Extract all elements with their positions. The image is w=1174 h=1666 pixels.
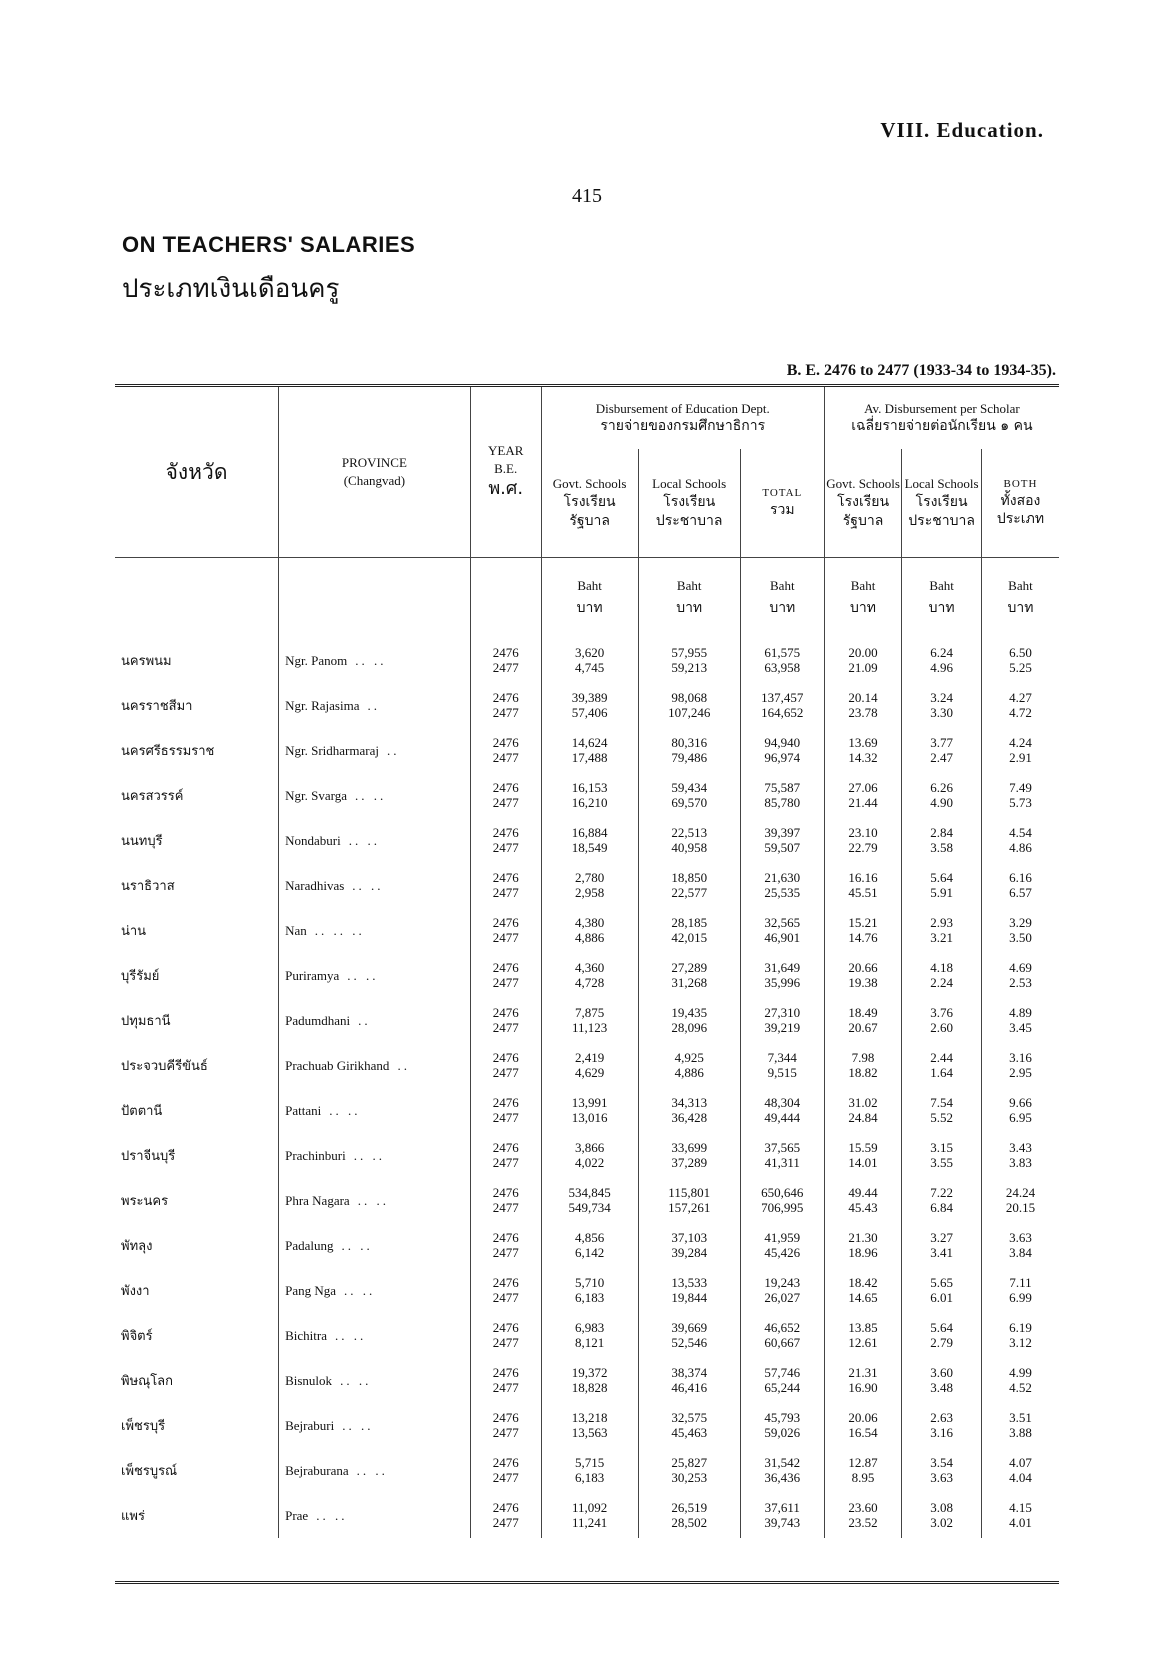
- avg-local-cell: 5.64 2.79: [902, 1313, 982, 1358]
- header-average-per-scholar: Av. Disbursement per Scholar เฉลี่ยรายจ่ายต่อนักเรียน ๑ คน: [824, 387, 1059, 449]
- total-cell: 7,344 9,515: [740, 1043, 824, 1088]
- page-number: 415: [572, 185, 602, 207]
- avg-local-cell: 5.65 6.01: [902, 1268, 982, 1313]
- province-english: Padumdhani ..: [279, 998, 471, 1043]
- year-cell: 2476 2477: [470, 1268, 541, 1313]
- local-schools-cell: 32,575 45,463: [638, 1403, 740, 1448]
- avg-both-cell: 4.99 4.52: [981, 1358, 1059, 1403]
- province-thai: นครสวรรค์: [121, 789, 184, 804]
- province-english: Naradhivas .. ..: [279, 863, 471, 908]
- avg-local-cell: 2.84 3.58: [902, 818, 982, 863]
- govt-schools-cell: 4,360 4,728: [541, 953, 638, 998]
- govt-schools-cell: 7,875 11,123: [541, 998, 638, 1043]
- table-row: [115, 1223, 1059, 1268]
- local-schools-cell: 80,316 79,486: [638, 728, 740, 773]
- table-title-thai: ประเภทเงินเดือนครู: [122, 274, 340, 304]
- province-english: Prachuab Girikhand ..: [279, 1043, 471, 1088]
- govt-schools-cell: 16,884 18,549: [541, 818, 638, 863]
- header-disbursement: Disbursement of Education Dept. รายจ่ายของกรมศึกษาธิการ: [541, 387, 824, 449]
- total-cell: 32,565 46,901: [740, 908, 824, 953]
- unit-baht: Baht บาท: [902, 558, 982, 639]
- province-english: Nondaburi .. ..: [279, 818, 471, 863]
- total-cell: 31,649 35,996: [740, 953, 824, 998]
- province-thai: เพ็ชรบุรี: [121, 1419, 166, 1434]
- govt-schools-cell: 2,780 2,958: [541, 863, 638, 908]
- salaries-table-frame: [115, 384, 1059, 1584]
- avg-local-cell: 7.22 6.84: [902, 1178, 982, 1223]
- govt-schools-cell: 19,372 18,828: [541, 1358, 638, 1403]
- local-schools-cell: 38,374 46,416: [638, 1358, 740, 1403]
- avg-both-cell: 4.24 2.91: [981, 728, 1059, 773]
- year-cell: 2476 2477: [470, 1133, 541, 1178]
- avg-local-cell: 6.26 4.90: [902, 773, 982, 818]
- province-thai: ประจวบคีรีขันธ์: [121, 1059, 208, 1074]
- header-changvad-thai: จังหวัด: [115, 387, 279, 558]
- province-thai: พังงา: [121, 1284, 150, 1299]
- avg-both-cell: 4.54 4.86: [981, 818, 1059, 863]
- local-schools-cell: 37,103 39,284: [638, 1223, 740, 1268]
- govt-schools-cell: 4,856 6,142: [541, 1223, 638, 1268]
- avg-govt-cell: 23.60 23.52: [824, 1493, 901, 1538]
- table-row: [115, 908, 1059, 953]
- local-schools-cell: 34,313 36,428: [638, 1088, 740, 1133]
- local-schools-cell: 4,925 4,886: [638, 1043, 740, 1088]
- section-heading: VIII. Education.: [880, 118, 1044, 142]
- total-cell: 41,959 45,426: [740, 1223, 824, 1268]
- avg-both-cell: 9.66 6.95: [981, 1088, 1059, 1133]
- avg-local-cell: 3.54 3.63: [902, 1448, 982, 1493]
- table-row: [115, 728, 1059, 773]
- province-thai: นครพนม: [121, 654, 172, 669]
- total-cell: 31,542 36,436: [740, 1448, 824, 1493]
- avg-local-cell: 4.18 2.24: [902, 953, 982, 998]
- unit-baht: Baht บาท: [981, 558, 1059, 639]
- province-rows: [115, 638, 1059, 1538]
- avg-govt-cell: 7.98 18.82: [824, 1043, 901, 1088]
- table-row: [115, 773, 1059, 818]
- salaries-table: [115, 387, 1059, 1538]
- avg-local-cell: 3.76 2.60: [902, 998, 982, 1043]
- govt-schools-cell: 13,991 13,016: [541, 1088, 638, 1133]
- govt-schools-cell: 534,845 549,734: [541, 1178, 638, 1223]
- local-schools-cell: 25,827 30,253: [638, 1448, 740, 1493]
- avg-both-cell: 4.69 2.53: [981, 953, 1059, 998]
- table-title-english: ON TEACHERS' SALARIES: [122, 232, 416, 257]
- avg-govt-cell: 18.42 14.65: [824, 1268, 901, 1313]
- province-english: Bisnulok .. ..: [279, 1358, 471, 1403]
- avg-govt-cell: 20.66 19.38: [824, 953, 901, 998]
- period-caption: B. E. 2476 to 2477 (1933-34 to 1934-35).: [786, 362, 1056, 379]
- avg-both-cell: 6.50 5.25: [981, 638, 1059, 683]
- table-row: [115, 683, 1059, 728]
- province-english: Nan .. .. ..: [279, 908, 471, 953]
- province-thai: น่าน: [121, 924, 147, 939]
- govt-schools-cell: 4,380 4,886: [541, 908, 638, 953]
- govt-schools-cell: 5,715 6,183: [541, 1448, 638, 1493]
- avg-both-cell: 3.16 2.95: [981, 1043, 1059, 1088]
- avg-govt-cell: 18.49 20.67: [824, 998, 901, 1043]
- total-cell: 61,575 63,958: [740, 638, 824, 683]
- avg-govt-cell: 23.10 22.79: [824, 818, 901, 863]
- govt-schools-cell: 3,866 4,022: [541, 1133, 638, 1178]
- avg-local-cell: 7.54 5.52: [902, 1088, 982, 1133]
- avg-local-cell: 3.15 3.55: [902, 1133, 982, 1178]
- avg-both-cell: 4.27 4.72: [981, 683, 1059, 728]
- year-cell: 2476 2477: [470, 998, 541, 1043]
- avg-govt-cell: 20.00 21.09: [824, 638, 901, 683]
- header-province: PROVINCE (Changvad): [279, 387, 471, 558]
- total-cell: 27,310 39,219: [740, 998, 824, 1043]
- year-cell: 2476 2477: [470, 1043, 541, 1088]
- province-english: Prae .. ..: [279, 1493, 471, 1538]
- avg-govt-cell: 21.31 16.90: [824, 1358, 901, 1403]
- local-schools-cell: 18,850 22,577: [638, 863, 740, 908]
- govt-schools-cell: 2,419 4,629: [541, 1043, 638, 1088]
- avg-govt-cell: 12.87 8.95: [824, 1448, 901, 1493]
- province-english: Bichitra .. ..: [279, 1313, 471, 1358]
- avg-both-cell: 6.19 3.12: [981, 1313, 1059, 1358]
- year-cell: 2476 2477: [470, 638, 541, 683]
- local-schools-cell: 19,435 28,096: [638, 998, 740, 1043]
- local-schools-cell: 22,513 40,958: [638, 818, 740, 863]
- table-row: [115, 1358, 1059, 1403]
- total-cell: 45,793 59,026: [740, 1403, 824, 1448]
- province-thai: แพร่: [121, 1509, 145, 1524]
- avg-govt-cell: 49.44 45.43: [824, 1178, 901, 1223]
- province-thai: นนทบุรี: [121, 834, 163, 849]
- header-total: TOTAL รวม: [740, 449, 824, 558]
- year-cell: 2476 2477: [470, 1223, 541, 1268]
- header-year: YEAR B.E. พ.ศ.: [470, 387, 541, 558]
- local-schools-cell: 57,955 59,213: [638, 638, 740, 683]
- avg-local-cell: 2.44 1.64: [902, 1043, 982, 1088]
- avg-govt-cell: 13.85 12.61: [824, 1313, 901, 1358]
- year-cell: 2476 2477: [470, 908, 541, 953]
- avg-govt-cell: 27.06 21.44: [824, 773, 901, 818]
- avg-local-cell: 6.24 4.96: [902, 638, 982, 683]
- avg-both-cell: 3.29 3.50: [981, 908, 1059, 953]
- govt-schools-cell: 6,983 8,121: [541, 1313, 638, 1358]
- province-thai: พัทลุง: [121, 1239, 153, 1254]
- year-cell: 2476 2477: [470, 728, 541, 773]
- province-thai: บุรีรัมย์: [121, 969, 160, 984]
- local-schools-cell: 115,801 157,261: [638, 1178, 740, 1223]
- province-thai: ปราจีนบุรี: [121, 1149, 176, 1164]
- govt-schools-cell: 13,218 13,563: [541, 1403, 638, 1448]
- province-thai: ปัตตานี: [121, 1104, 163, 1119]
- total-cell: 39,397 59,507: [740, 818, 824, 863]
- year-cell: 2476 2477: [470, 1178, 541, 1223]
- province-english: Phra Nagara .. ..: [279, 1178, 471, 1223]
- province-thai: พระนคร: [121, 1194, 169, 1209]
- avg-govt-cell: 20.06 16.54: [824, 1403, 901, 1448]
- year-cell: 2476 2477: [470, 773, 541, 818]
- local-schools-cell: 59,434 69,570: [638, 773, 740, 818]
- avg-both-cell: 7.11 6.99: [981, 1268, 1059, 1313]
- avg-local-cell: 3.77 2.47: [902, 728, 982, 773]
- local-schools-cell: 28,185 42,015: [638, 908, 740, 953]
- total-cell: 21,630 25,535: [740, 863, 824, 908]
- avg-both-cell: 3.51 3.88: [981, 1403, 1059, 1448]
- avg-both-cell: 4.15 4.01: [981, 1493, 1059, 1538]
- table-row: [115, 1133, 1059, 1178]
- avg-both-cell: 3.63 3.84: [981, 1223, 1059, 1268]
- header-avg-local-schools: Local Schools โรงเรียน ประชาบาล: [902, 449, 982, 558]
- province-english: Ngr. Svarga .. ..: [279, 773, 471, 818]
- table-row: [115, 863, 1059, 908]
- avg-both-cell: 4.07 4.04: [981, 1448, 1059, 1493]
- province-english: Padalung .. ..: [279, 1223, 471, 1268]
- avg-local-cell: 2.93 3.21: [902, 908, 982, 953]
- year-cell: 2476 2477: [470, 1088, 541, 1133]
- unit-baht: Baht บาท: [740, 558, 824, 639]
- avg-local-cell: 3.08 3.02: [902, 1493, 982, 1538]
- avg-local-cell: 5.64 5.91: [902, 863, 982, 908]
- table-row: [115, 998, 1059, 1043]
- total-cell: 37,565 41,311: [740, 1133, 824, 1178]
- unit-baht: Baht บาท: [824, 558, 901, 639]
- total-cell: 75,587 85,780: [740, 773, 824, 818]
- avg-local-cell: 3.24 3.30: [902, 683, 982, 728]
- province-english: Ngr. Sridharmaraj ..: [279, 728, 471, 773]
- province-english: Bejraburi .. ..: [279, 1403, 471, 1448]
- local-schools-cell: 26,519 28,502: [638, 1493, 740, 1538]
- province-thai: เพ็ชรบูรณ์: [121, 1464, 178, 1479]
- province-thai: นราธิวาส: [121, 879, 175, 894]
- total-cell: 46,652 60,667: [740, 1313, 824, 1358]
- avg-both-cell: 6.16 6.57: [981, 863, 1059, 908]
- local-schools-cell: 39,669 52,546: [638, 1313, 740, 1358]
- header-avg-both: BOTH ทั้งสอง ประเภท: [981, 449, 1059, 558]
- province-english: Pang Nga .. ..: [279, 1268, 471, 1313]
- avg-govt-cell: 20.14 23.78: [824, 683, 901, 728]
- table-row: [115, 638, 1059, 683]
- table-row: [115, 1313, 1059, 1358]
- province-english: Pattani .. ..: [279, 1088, 471, 1133]
- local-schools-cell: 98,068 107,246: [638, 683, 740, 728]
- total-cell: 94,940 96,974: [740, 728, 824, 773]
- govt-schools-cell: 39,389 57,406: [541, 683, 638, 728]
- avg-govt-cell: 13.69 14.32: [824, 728, 901, 773]
- province-english: Prachinburi .. ..: [279, 1133, 471, 1178]
- table-row: [115, 953, 1059, 998]
- govt-schools-cell: 14,624 17,488: [541, 728, 638, 773]
- table-row: [115, 1178, 1059, 1223]
- province-english: Puriramya .. ..: [279, 953, 471, 998]
- avg-both-cell: 24.24 20.15: [981, 1178, 1059, 1223]
- avg-both-cell: 4.89 3.45: [981, 998, 1059, 1043]
- units-row: [115, 558, 1059, 639]
- table-row: [115, 1043, 1059, 1088]
- avg-govt-cell: 15.21 14.76: [824, 908, 901, 953]
- table-row: [115, 1403, 1059, 1448]
- local-schools-cell: 33,699 37,289: [638, 1133, 740, 1178]
- year-cell: 2476 2477: [470, 818, 541, 863]
- year-cell: 2476 2477: [470, 953, 541, 998]
- province-thai: พิษณุโลก: [121, 1374, 174, 1389]
- year-cell: 2476 2477: [470, 1493, 541, 1538]
- govt-schools-cell: 5,710 6,183: [541, 1268, 638, 1313]
- province-english: Ngr. Panom .. ..: [279, 638, 471, 683]
- local-schools-cell: 13,533 19,844: [638, 1268, 740, 1313]
- total-cell: 48,304 49,444: [740, 1088, 824, 1133]
- govt-schools-cell: 11,092 11,241: [541, 1493, 638, 1538]
- govt-schools-cell: 16,153 16,210: [541, 773, 638, 818]
- avg-local-cell: 3.27 3.41: [902, 1223, 982, 1268]
- avg-local-cell: 3.60 3.48: [902, 1358, 982, 1403]
- total-cell: 37,611 39,743: [740, 1493, 824, 1538]
- total-cell: 137,457 164,652: [740, 683, 824, 728]
- unit-baht: Baht บาท: [638, 558, 740, 639]
- table-row: [115, 1493, 1059, 1538]
- province-thai: นครศรีธรรมราช: [121, 744, 215, 759]
- table-row: [115, 818, 1059, 863]
- header-local-schools: Local Schools โรงเรียน ประชาบาล: [638, 449, 740, 558]
- avg-local-cell: 2.63 3.16: [902, 1403, 982, 1448]
- avg-both-cell: 7.49 5.73: [981, 773, 1059, 818]
- header-avg-govt-schools: Govt. Schools โรงเรียน รัฐบาล: [824, 449, 901, 558]
- table-row: [115, 1088, 1059, 1133]
- province-thai: นครราชสีมา: [121, 699, 193, 714]
- year-cell: 2476 2477: [470, 1403, 541, 1448]
- avg-both-cell: 3.43 3.83: [981, 1133, 1059, 1178]
- province-thai: ปทุมธานี: [121, 1014, 171, 1029]
- year-cell: 2476 2477: [470, 683, 541, 728]
- avg-govt-cell: 16.16 45.51: [824, 863, 901, 908]
- year-cell: 2476 2477: [470, 1358, 541, 1403]
- year-cell: 2476 2477: [470, 1313, 541, 1358]
- year-cell: 2476 2477: [470, 1448, 541, 1493]
- unit-baht: Baht บาท: [541, 558, 638, 639]
- province-english: Bejraburana .. ..: [279, 1448, 471, 1493]
- avg-govt-cell: 21.30 18.96: [824, 1223, 901, 1268]
- govt-schools-cell: 3,620 4,745: [541, 638, 638, 683]
- total-cell: 19,243 26,027: [740, 1268, 824, 1313]
- year-cell: 2476 2477: [470, 863, 541, 908]
- avg-govt-cell: 31.02 24.84: [824, 1088, 901, 1133]
- province-thai: พิจิตร์: [121, 1329, 153, 1344]
- total-cell: 57,746 65,244: [740, 1358, 824, 1403]
- table-row: [115, 1268, 1059, 1313]
- table-row: [115, 1448, 1059, 1493]
- province-english: Ngr. Rajasima ..: [279, 683, 471, 728]
- avg-govt-cell: 15.59 14.01: [824, 1133, 901, 1178]
- total-cell: 650,646 706,995: [740, 1178, 824, 1223]
- header-govt-schools: Govt. Schools โรงเรียน รัฐบาล: [541, 449, 638, 558]
- local-schools-cell: 27,289 31,268: [638, 953, 740, 998]
